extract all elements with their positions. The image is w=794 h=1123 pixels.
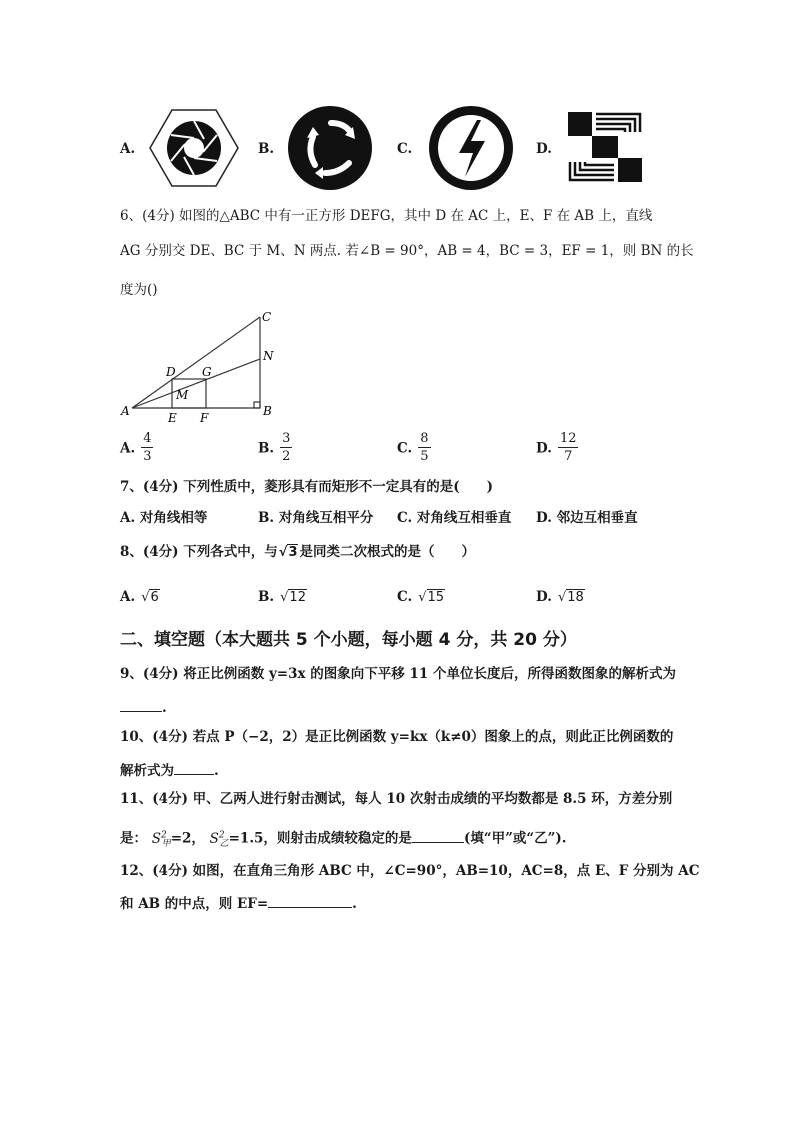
variance-symbol: $S^2_乙$ bbox=[209, 830, 229, 850]
answer-blank[interactable] bbox=[412, 828, 464, 843]
fraction: $\frac{4}{3}$ bbox=[143, 431, 152, 464]
answer-blank[interactable] bbox=[174, 760, 214, 775]
sqrt-expression: √6 bbox=[141, 590, 159, 605]
q6-triangle-figure bbox=[118, 305, 288, 427]
q8-option-d[interactable]: D. √18 bbox=[536, 589, 584, 605]
q5-option-d-label: D. bbox=[536, 141, 552, 157]
q6-stem-line1: 6、(4分) 如图的△ABC 中有一正方形 DEFG，其中 D 在 AC 上，E、F 在 AB 上，直线 bbox=[120, 208, 653, 224]
q8-option-b[interactable]: B. √12 bbox=[258, 589, 306, 605]
q7-option-c[interactable]: C. 对角线互相垂直 bbox=[397, 510, 512, 526]
sqrt-expression: √12 bbox=[280, 590, 306, 605]
q10-stem-line2: 解析式为 . bbox=[120, 760, 219, 780]
q8-stem: 8、(4分) 下列各式中，与√3 是同类二次根式的是（ ） bbox=[120, 544, 475, 560]
fig-label-c: C bbox=[262, 310, 272, 324]
q12-stem-line1: 12、(4分) 如图，在直角三角形 ABC 中，∠C=90°，AB=10，AC=8，点 E、F 分别为 AC bbox=[120, 863, 700, 879]
q7-option-b[interactable]: B. 对角线互相平分 bbox=[258, 510, 374, 526]
q9-stem-line1: 9、(4分) 将正比例函数 y=3x 的图象向下平移 11 个单位长度后，所得函数图象的解析式为 bbox=[120, 666, 676, 682]
checker-squares-icon bbox=[566, 110, 644, 184]
fig-label-e: E bbox=[168, 411, 177, 425]
sqrt-expression: √18 bbox=[557, 590, 584, 605]
fig-label-n: N bbox=[263, 349, 274, 363]
fig-label-b: B bbox=[263, 404, 272, 418]
q12-stem-line2: 和 AB 的中点，则 EF= . bbox=[120, 893, 357, 913]
q6-stem-line2: AG 分别交 DE、BC 于 M、N 两点. 若∠B = 90°，AB = 4，BC = 3，EF = 1，则 BN 的长 bbox=[120, 243, 694, 259]
circle-lightning-icon bbox=[425, 105, 517, 191]
q11-stem-line1: 11、(4分) 甲、乙两人进行射击测试，每人 10 次射击成绩的平均数都是 8.5 环，方差分别 bbox=[120, 791, 673, 807]
q7-option-a[interactable]: A. 对角线相等 bbox=[120, 510, 208, 526]
fig-label-m: M bbox=[176, 388, 189, 402]
section-title: 二、填空题（本大题共 5 个小题，每小题 4 分，共 20 分） bbox=[120, 630, 577, 650]
fraction: $\frac{12}{7}$ bbox=[559, 431, 577, 464]
sqrt-expression: √3 bbox=[278, 545, 298, 560]
fraction: $\frac{3}{2}$ bbox=[282, 431, 291, 464]
q6-stem-line3: 度为() bbox=[120, 282, 158, 298]
q6-option-a[interactable]: A. $\frac{4}{3}$ bbox=[120, 431, 152, 464]
circle-three-arrows-icon bbox=[285, 105, 375, 191]
q6-option-c[interactable]: C. $\frac{8}{5}$ bbox=[397, 431, 429, 464]
answer-blank[interactable] bbox=[120, 697, 162, 712]
sqrt-expression: √15 bbox=[418, 590, 445, 605]
variance-symbol: $S^2_甲$ bbox=[151, 830, 171, 850]
fig-label-d: D bbox=[166, 365, 176, 379]
fraction: $\frac{8}{5}$ bbox=[420, 431, 429, 464]
fig-label-f: F bbox=[200, 411, 209, 425]
q7-option-d[interactable]: D. 邻边互相垂直 bbox=[536, 510, 638, 526]
q9-stem-line2: . bbox=[120, 697, 167, 717]
q8-option-a[interactable]: A. √6 bbox=[120, 589, 159, 605]
q7-stem: 7、(4分) 下列性质中，菱形具有而矩形不一定具有的是( ) bbox=[120, 479, 494, 495]
fig-label-a: A bbox=[121, 404, 130, 418]
q6-option-b[interactable]: B. $\frac{3}{2}$ bbox=[258, 431, 291, 464]
q10-stem-line1: 10、(4分) 若点 P（−2，2）是正比例函数 y=kx（k≠0）图象上的点，则此正比例函数的 bbox=[120, 729, 674, 745]
fig-label-g: G bbox=[202, 365, 212, 379]
q5-option-c-label: C. bbox=[397, 141, 413, 157]
q8-option-c[interactable]: C. √15 bbox=[397, 589, 445, 605]
q11-stem-line2: 是： $S^2_甲=2$， $S^2_乙=1.5$，则射击成绩较稳定的是 (填“甲”或“乙”). bbox=[120, 826, 566, 853]
hexagon-aperture-icon bbox=[148, 108, 240, 188]
answer-blank[interactable] bbox=[268, 893, 352, 908]
q6-option-d[interactable]: D. $\frac{12}{7}$ bbox=[536, 431, 577, 464]
q5-option-b-label: B. bbox=[258, 141, 275, 157]
q5-option-a-label: A. bbox=[120, 141, 136, 157]
